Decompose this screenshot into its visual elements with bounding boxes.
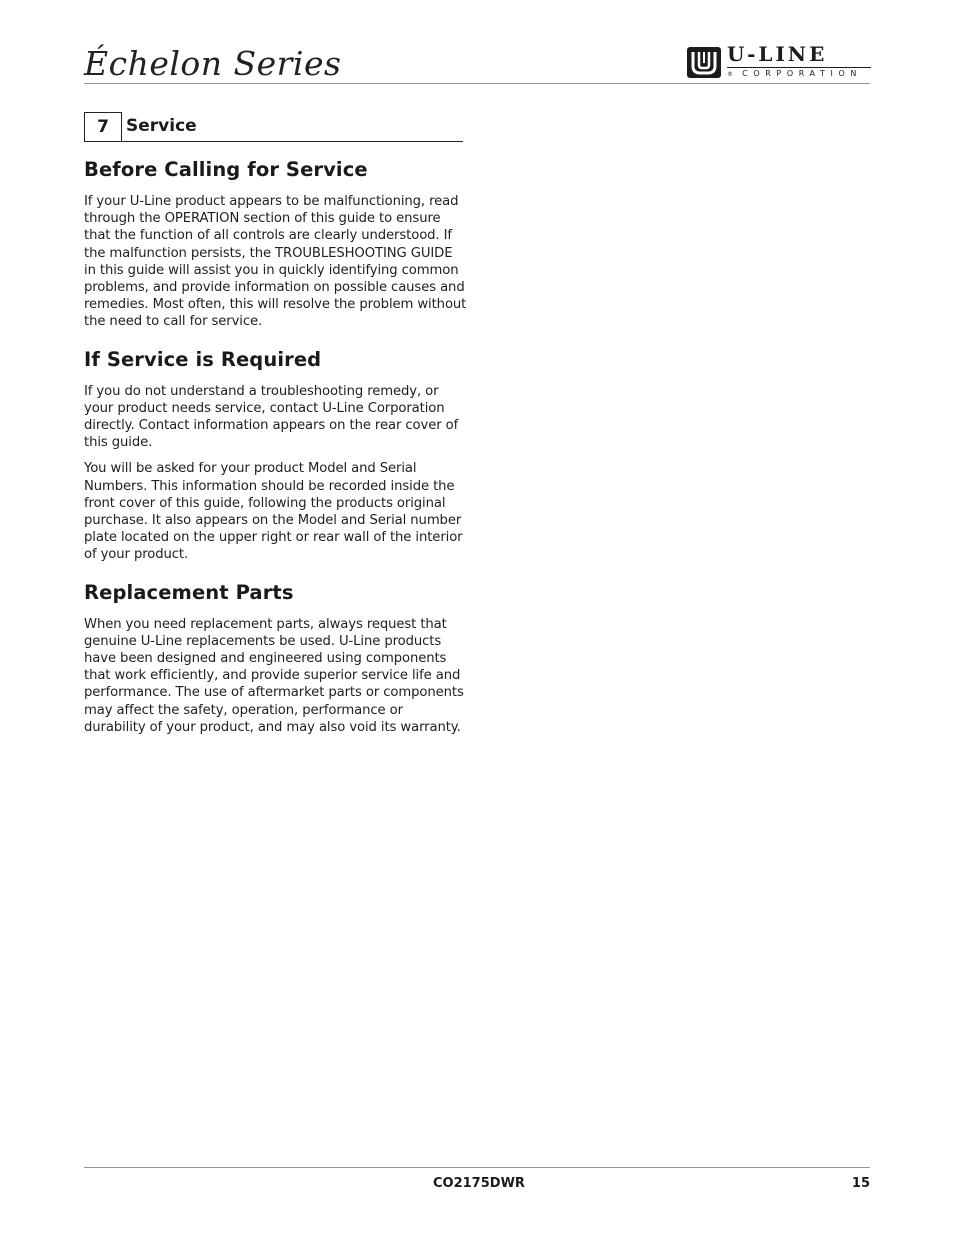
service-required-section xyxy=(84,347,468,564)
logo-divider xyxy=(727,67,871,68)
heading-service-required: If Service is Required xyxy=(84,347,322,371)
registered-mark: ® xyxy=(727,71,734,78)
section-number: 7 xyxy=(84,112,122,141)
paragraph: You will be asked for your product Model and Serial Numbers. This information should be recorded inside the front cover of this guide, following the products original purchase. It also appears on the Model and Serial number plate located on the upper right or rear wall of the interior of your product. xyxy=(84,461,463,563)
series-title: Échelon Series xyxy=(84,44,342,83)
brand-subtitle xyxy=(727,69,862,78)
paragraph: When you need replacement parts, always request that genuine U-Line replacements be used. U-Line products have been designed and engineered using components that work efficiently, and provide superior service life and performance. The use of aftermarket parts or components may affect the safety, operation, performance or durability of your product, and may also void its warranty. xyxy=(84,616,464,735)
brand-logo xyxy=(687,42,873,81)
paragraph: If your U-Line product appears to be malfunctioning, read through the OPERATION section of this guide to ensure that the function of all controls are clearly understood. If the malfunction persists, the TROUBLESHOOTING GUIDE in this guide will assist you in quickly identifying common problems, and provide information on possible causes and remedies. Most often, this will resolve the problem without the need to call for service. xyxy=(84,194,467,330)
brand-subtitle-text: CORPORATION xyxy=(742,69,862,78)
main-content xyxy=(84,157,468,745)
page-number: 15 xyxy=(851,1176,870,1191)
u-line-logo-mark-icon xyxy=(687,47,721,78)
header-rule xyxy=(84,83,870,84)
heading-replacement-parts: Replacement Parts xyxy=(84,580,294,604)
before-calling-section xyxy=(84,157,468,331)
footer-model-number: CO2175DWR xyxy=(433,1176,525,1191)
section-heading xyxy=(84,112,463,142)
footer-rule xyxy=(84,1167,870,1168)
brand-name: U-LINE xyxy=(727,42,828,66)
paragraph: If you do not understand a troubleshooting remedy, or your product needs service, contact U-Line Corporation directly. Contact information appears on the rear cover of this guide. xyxy=(84,383,459,451)
heading-before-calling: Before Calling for Service xyxy=(84,158,368,181)
section-title: Service xyxy=(126,116,197,136)
replacement-parts-section xyxy=(84,580,468,736)
